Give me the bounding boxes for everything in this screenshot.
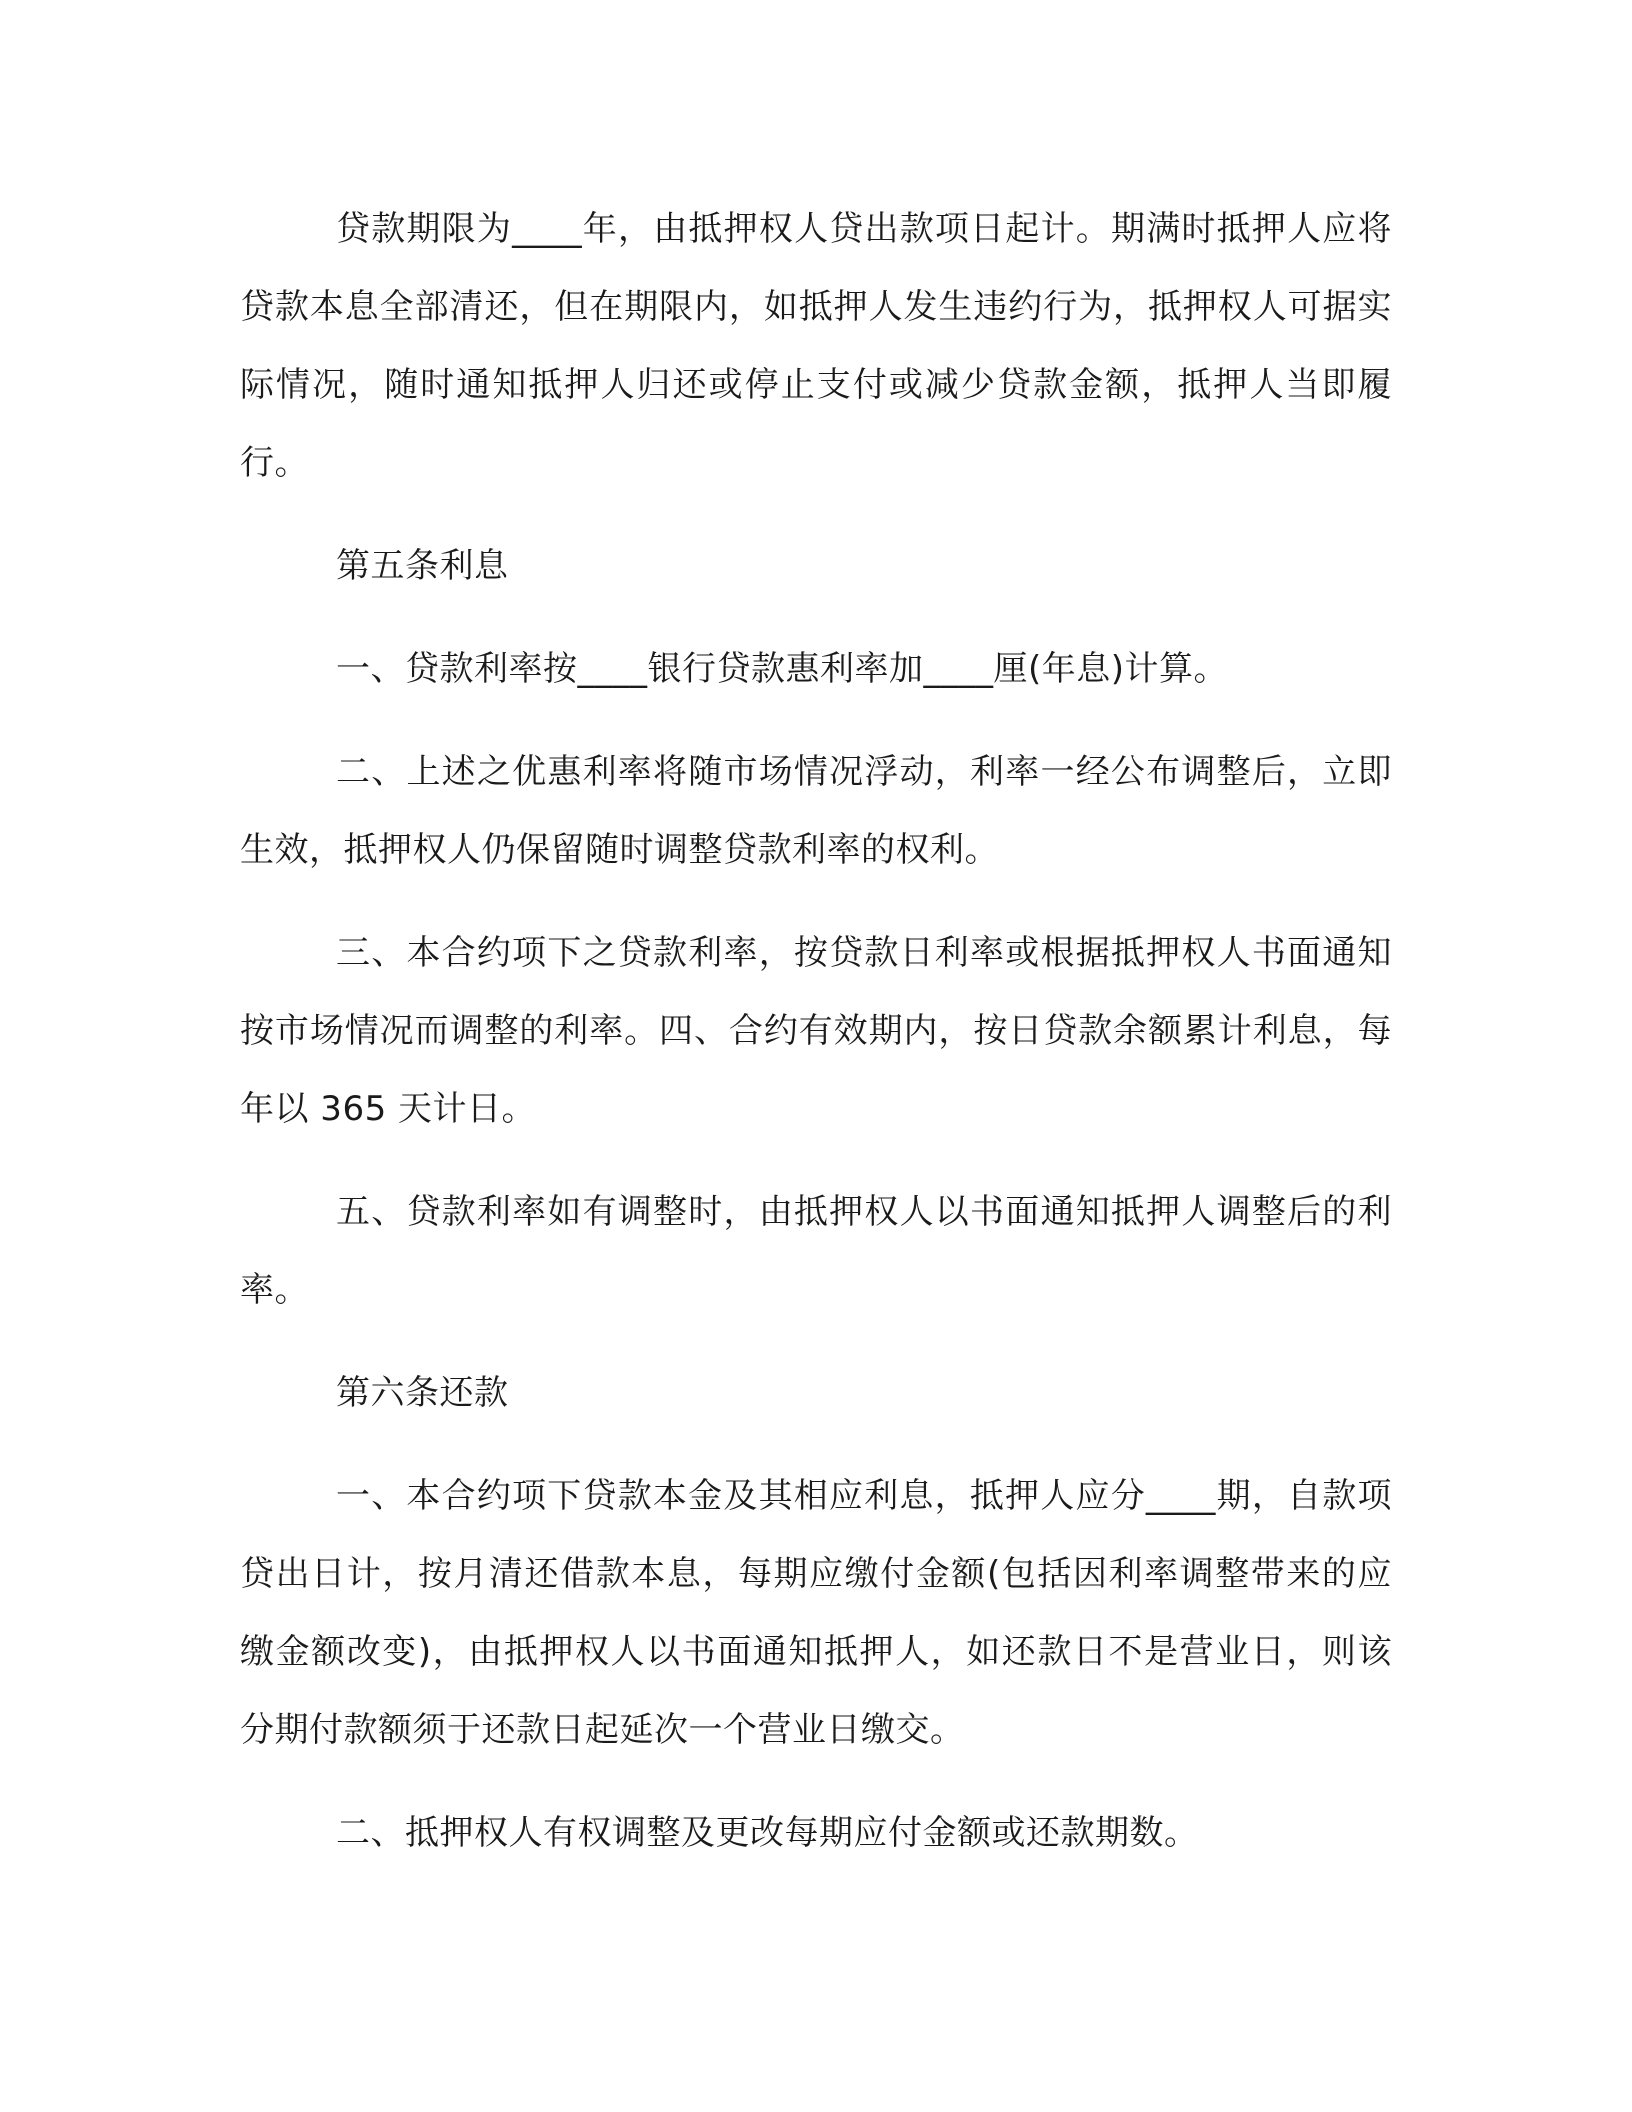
document-body (240, 190, 1392, 1897)
paragraph-rate-basis: 三、本合约项下之贷款利率，按贷款日利率或根据抵押权人书面通知按市场情况而调整的利率。四、合约有效期内，按日贷款余额累计利息，每年以 365 天计日。 (240, 933, 1392, 1129)
paragraph-rate-adjustment: 五、贷款利率如有调整时，由抵押权人以书面通知抵押人调整后的利率。 (240, 1192, 1392, 1310)
paragraph-loan-term: 贷款期限为____年，由抵押权人贷出款项日起计。期满时抵押人应将贷款本息全部清还，但在期限内，如抵押人发生违约行为，抵押权人可据实际情况，随时通知抵押人归还或停止支付或减少贷款金额，抵押人当即履行。 (240, 209, 1392, 483)
section-heading-repayment: 第六条还款 (336, 1373, 509, 1413)
paragraph-interest-rate: 一、贷款利率按____银行贷款惠利率加____厘(年息)计算。 (336, 649, 1229, 689)
paragraph-preferential-rate: 二、上述之优惠利率将随市场情况浮动，利率一经公布调整后，立即生效，抵押权人仍保留随时调整贷款利率的权利。 (240, 752, 1392, 870)
paragraph-repayment-adjustment: 二、抵押权人有权调整及更改每期应付金额或还款期数。 (336, 1813, 1199, 1853)
section-heading-interest: 第五条利息 (336, 546, 509, 586)
paragraph-repayment-installments: 一、本合约项下贷款本金及其相应利息，抵押人应分____期，自款项贷出日计，按月清还借款本息，每期应缴付金额(包括因利率调整带来的应缴金额改变)，由抵押权人以书面通知抵押人，如还款日不是营业日，则该分期付款额须于还款日起延次一个营业日缴交。 (240, 1476, 1392, 1750)
